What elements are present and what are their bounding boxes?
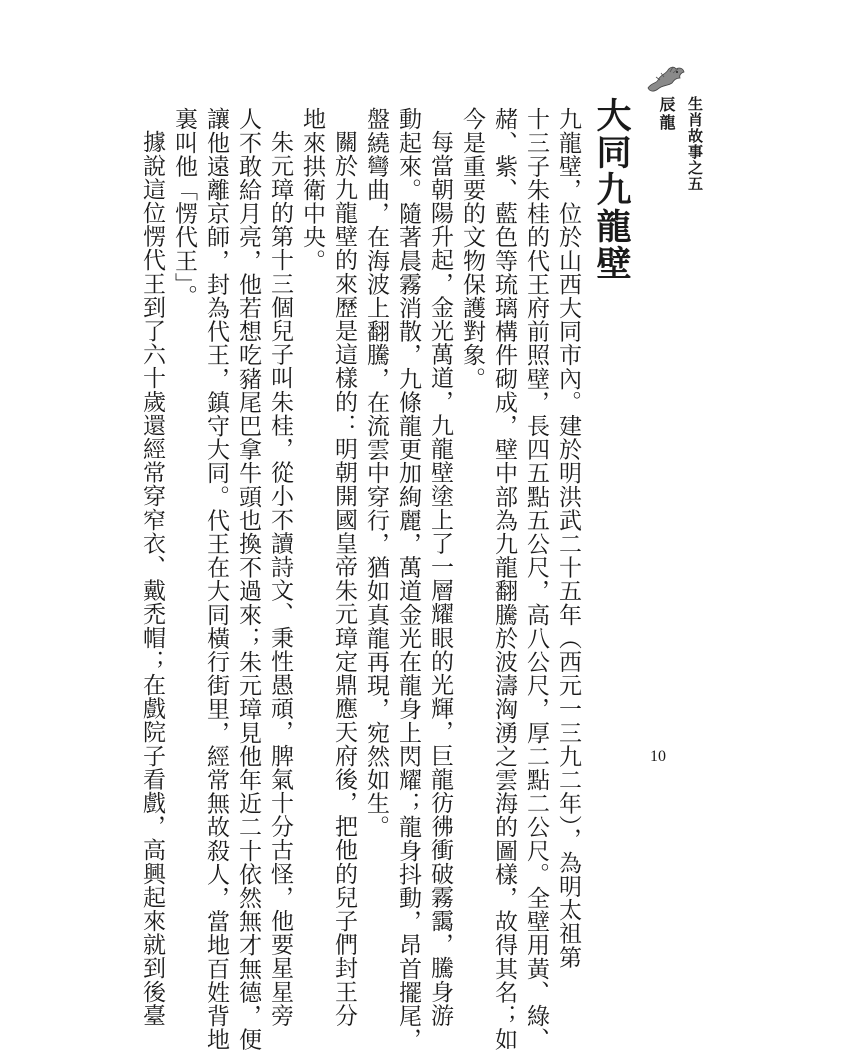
text-column: 人不敢給月亮，他若想吃豬尾巴拿牛頭也換不過來；朱元璋見他年近二十依然無才無德，便 (235, 107, 261, 1051)
text-column: 每當朝陽升起，金光萬道，九龍壁塗上了一層耀眼的光輝，巨龍彷彿衝破霧靄，騰身游 (427, 130, 453, 1027)
running-head-book-title: 生肖故事之五 (686, 96, 704, 192)
text-column: 赭、紫、藍色等琉璃構件砌成，壁中部為九龍翻騰於波濤洶湧之雲海的圖樣，故得其名；如 (491, 107, 517, 1051)
text-column: 九龍壁，位於山西大同市內。建於明洪武二十五年（西元一三九二年），為明太祖第 (555, 107, 581, 969)
text-column: 今是重要的文物保護對象。 (459, 107, 485, 391)
text-column: 動起來。隨著晨霧消散，九條龍更加絢麗，萬道金光在龍身上閃耀；龍身抖動，昂首擺尾， (395, 107, 421, 1051)
text-column: 裏叫他「愣代王」。 (171, 107, 197, 308)
text-column: 盤繞彎曲，在海波上翻騰，在流雲中穿行，猶如真龍再現，宛然如生。 (363, 107, 389, 839)
running-head-chapter: 辰龍 (657, 96, 676, 132)
text-column: 讓他遠離京師，封為代王，鎮守大同。代王在大同橫行街里，經常無故殺人，當地百姓背地 (203, 107, 229, 1051)
text-column: 關於九龍壁的來歷是這樣的：明朝開國皇帝朱元璋定鼎應天府後，把他的兒子們封王分 (331, 130, 357, 1027)
text-column: 朱元璋的第十三個兒子叫朱桂，從小不讀詩文、秉性愚頑，脾氣十分古怪，他要星星旁 (267, 130, 293, 1027)
article-title: 大同九龍壁 (591, 97, 631, 282)
text-column: 地來拱衛中央。 (299, 107, 325, 273)
page-number: 10 (650, 748, 666, 765)
dragon-icon (646, 64, 686, 96)
text-column: 據說這位愣代王到了六十歲還經常穿窄衣、戴禿帽；在戲院子看戲，高興起來就到後臺 (139, 130, 165, 1027)
text-column: 十三子朱桂的代王府前照壁，長四五點五公尺，高八公尺，厚二點二公尺。全壁用黃、綠、 (523, 107, 549, 1051)
